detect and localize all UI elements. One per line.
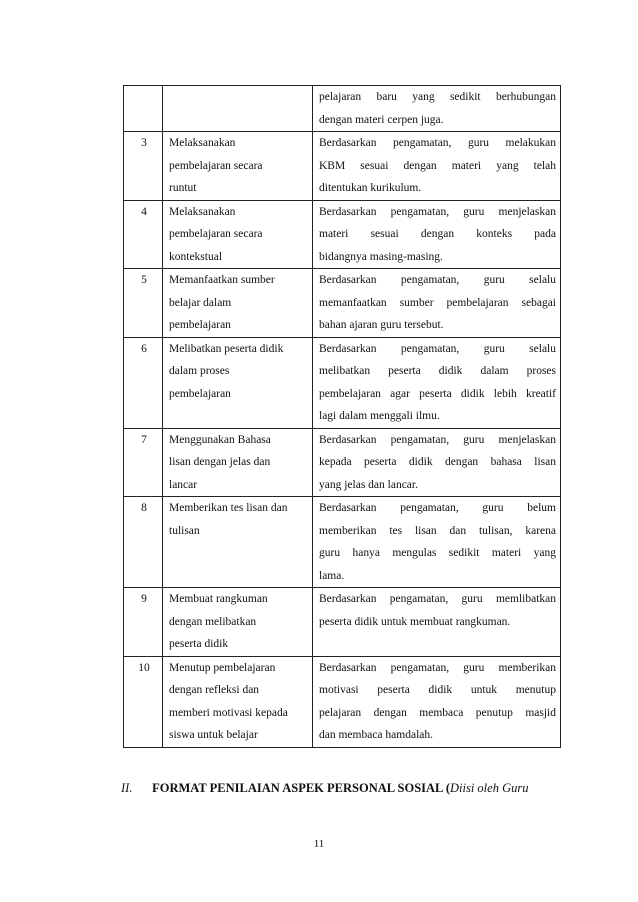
indicator-line: Memanfaatkan sumber bbox=[169, 274, 275, 286]
section-heading bbox=[121, 781, 528, 796]
indicator-line: Membuat rangkuman bbox=[169, 593, 268, 605]
description-line: memberikan tes lisan dan tulisan, karena bbox=[319, 524, 556, 537]
description-line: ditentukan kurikulum. bbox=[319, 182, 422, 194]
indicator-line: Melaksanakan bbox=[169, 205, 236, 218]
description-cell bbox=[313, 86, 561, 132]
description-line: pelajaran baru yang sedikit berhubungan bbox=[319, 91, 556, 103]
description-line: peserta didik untuk membuat rangkuman. bbox=[319, 615, 511, 628]
table-row bbox=[124, 337, 561, 428]
description-line: Berdasarkan pengamatan, guru melakukan bbox=[319, 137, 556, 149]
indicator-line: peserta didik bbox=[169, 638, 229, 650]
indicator-line: pembelajaran bbox=[169, 319, 231, 331]
row-number-cell: 8 bbox=[124, 497, 163, 588]
description-line: lama. bbox=[319, 569, 345, 582]
indicator-line: tulisan bbox=[169, 524, 200, 537]
indicator-line: runtut bbox=[169, 182, 197, 194]
observation-table-body bbox=[124, 86, 561, 748]
row-number-cell: 7 bbox=[124, 428, 163, 497]
indicator-cell bbox=[163, 428, 313, 497]
description-line: lagi dalam menggali ilmu. bbox=[319, 410, 440, 422]
description-cell bbox=[313, 588, 561, 657]
description-line: bahan ajaran guru tersebut. bbox=[319, 319, 444, 331]
indicator-line: Melaksanakan bbox=[169, 137, 236, 149]
description-line: Berdasarkan pengamatan, guru menjelaskan bbox=[319, 205, 556, 218]
table-row bbox=[124, 200, 561, 269]
page-number: 11 bbox=[313, 838, 325, 850]
indicator-line: Menutup pembelajaran bbox=[169, 661, 276, 674]
description-cell bbox=[313, 497, 561, 588]
description-line: memanfaatkan sumber pembelajaran sebagai bbox=[319, 296, 556, 309]
indicator-line: memberi motivasi kepada bbox=[169, 706, 288, 719]
description-line: kepada peserta didik dengan bahasa lisan bbox=[319, 456, 556, 468]
row-number-cell: 3 bbox=[124, 132, 163, 201]
row-number-cell: 9 bbox=[124, 588, 163, 657]
indicator-cell bbox=[163, 86, 313, 132]
indicator-cell bbox=[163, 497, 313, 588]
indicator-line: dengan refleksi dan bbox=[169, 684, 260, 696]
table-row bbox=[124, 588, 561, 657]
indicator-line: dalam proses bbox=[169, 365, 230, 377]
description-line: pelajaran dengan membaca penutup masjid bbox=[319, 706, 556, 719]
table-row bbox=[124, 86, 561, 132]
description-line: pembelajaran agar peserta didik lebih kreatif bbox=[319, 387, 556, 400]
description-cell bbox=[313, 269, 561, 338]
table-row bbox=[124, 428, 561, 497]
description-line: Berdasarkan pengamatan, guru selalu bbox=[319, 274, 556, 286]
indicator-line: pembelajaran bbox=[169, 387, 231, 400]
description-line: motivasi peserta didik untuk menutup bbox=[319, 684, 556, 696]
indicator-line: Memberikan tes lisan dan bbox=[169, 502, 288, 514]
description-line: KBM sesuai dengan materi yang telah bbox=[319, 159, 556, 172]
section-note: Diisi oleh Guru bbox=[449, 781, 529, 795]
indicator-cell bbox=[163, 200, 313, 269]
indicator-line: lancar bbox=[169, 478, 198, 491]
description-line: dengan materi cerpen juga. bbox=[319, 113, 444, 126]
table-row bbox=[124, 656, 561, 747]
indicator-line: lisan dengan jelas dan bbox=[169, 456, 271, 468]
row-number-cell bbox=[124, 86, 163, 132]
description-cell bbox=[313, 656, 561, 747]
description-cell bbox=[313, 428, 561, 497]
indicator-cell bbox=[163, 656, 313, 747]
row-number-cell: 5 bbox=[124, 269, 163, 338]
indicator-line: dengan melibatkan bbox=[169, 615, 257, 628]
indicator-line: belajar dalam bbox=[169, 296, 232, 309]
description-line: Berdasarkan pengamatan, guru memberikan bbox=[319, 661, 556, 674]
table-row bbox=[124, 497, 561, 588]
description-line: guru hanya mengulas sedikit materi yang bbox=[319, 547, 556, 559]
table-row bbox=[124, 269, 561, 338]
description-cell bbox=[313, 337, 561, 428]
description-line: Berdasarkan pengamatan, guru selalu bbox=[319, 342, 556, 355]
description-line: yang jelas dan lancar. bbox=[319, 478, 418, 491]
indicator-cell bbox=[163, 132, 313, 201]
description-line: Berdasarkan pengamatan, guru belum bbox=[319, 502, 556, 514]
description-line: materi sesuai dengan konteks pada bbox=[319, 228, 556, 240]
row-number-cell: 6 bbox=[124, 337, 163, 428]
section-number: II. bbox=[121, 781, 133, 795]
indicator-line: pembelajaran secara bbox=[169, 228, 263, 240]
indicator-line: Menggunakan Bahasa bbox=[169, 433, 271, 446]
row-number-cell: 4 bbox=[124, 200, 163, 269]
indicator-cell bbox=[163, 588, 313, 657]
description-line: Berdasarkan pengamatan, guru menjelaskan bbox=[319, 433, 556, 446]
description-line: Berdasarkan pengamatan, guru memlibatkan bbox=[319, 593, 556, 605]
description-line: bidangnya masing-masing. bbox=[319, 250, 443, 263]
section-title: FORMAT PENILAIAN ASPEK PERSONAL SOSIAL ( bbox=[152, 781, 450, 795]
indicator-line: kontekstual bbox=[169, 250, 223, 263]
description-cell bbox=[313, 132, 561, 201]
description-line: melibatkan peserta didik dalam proses bbox=[319, 365, 556, 377]
indicator-line: Melibatkan peserta didik bbox=[169, 342, 284, 355]
description-line: dan membaca hamdalah. bbox=[319, 729, 433, 741]
indicator-cell bbox=[163, 337, 313, 428]
description-cell bbox=[313, 200, 561, 269]
indicator-line: siswa untuk belajar bbox=[169, 729, 258, 741]
row-number-cell: 10 bbox=[124, 656, 163, 747]
table-row bbox=[124, 132, 561, 201]
observation-table bbox=[123, 85, 561, 748]
indicator-cell bbox=[163, 269, 313, 338]
indicator-line: pembelajaran secara bbox=[169, 159, 263, 172]
